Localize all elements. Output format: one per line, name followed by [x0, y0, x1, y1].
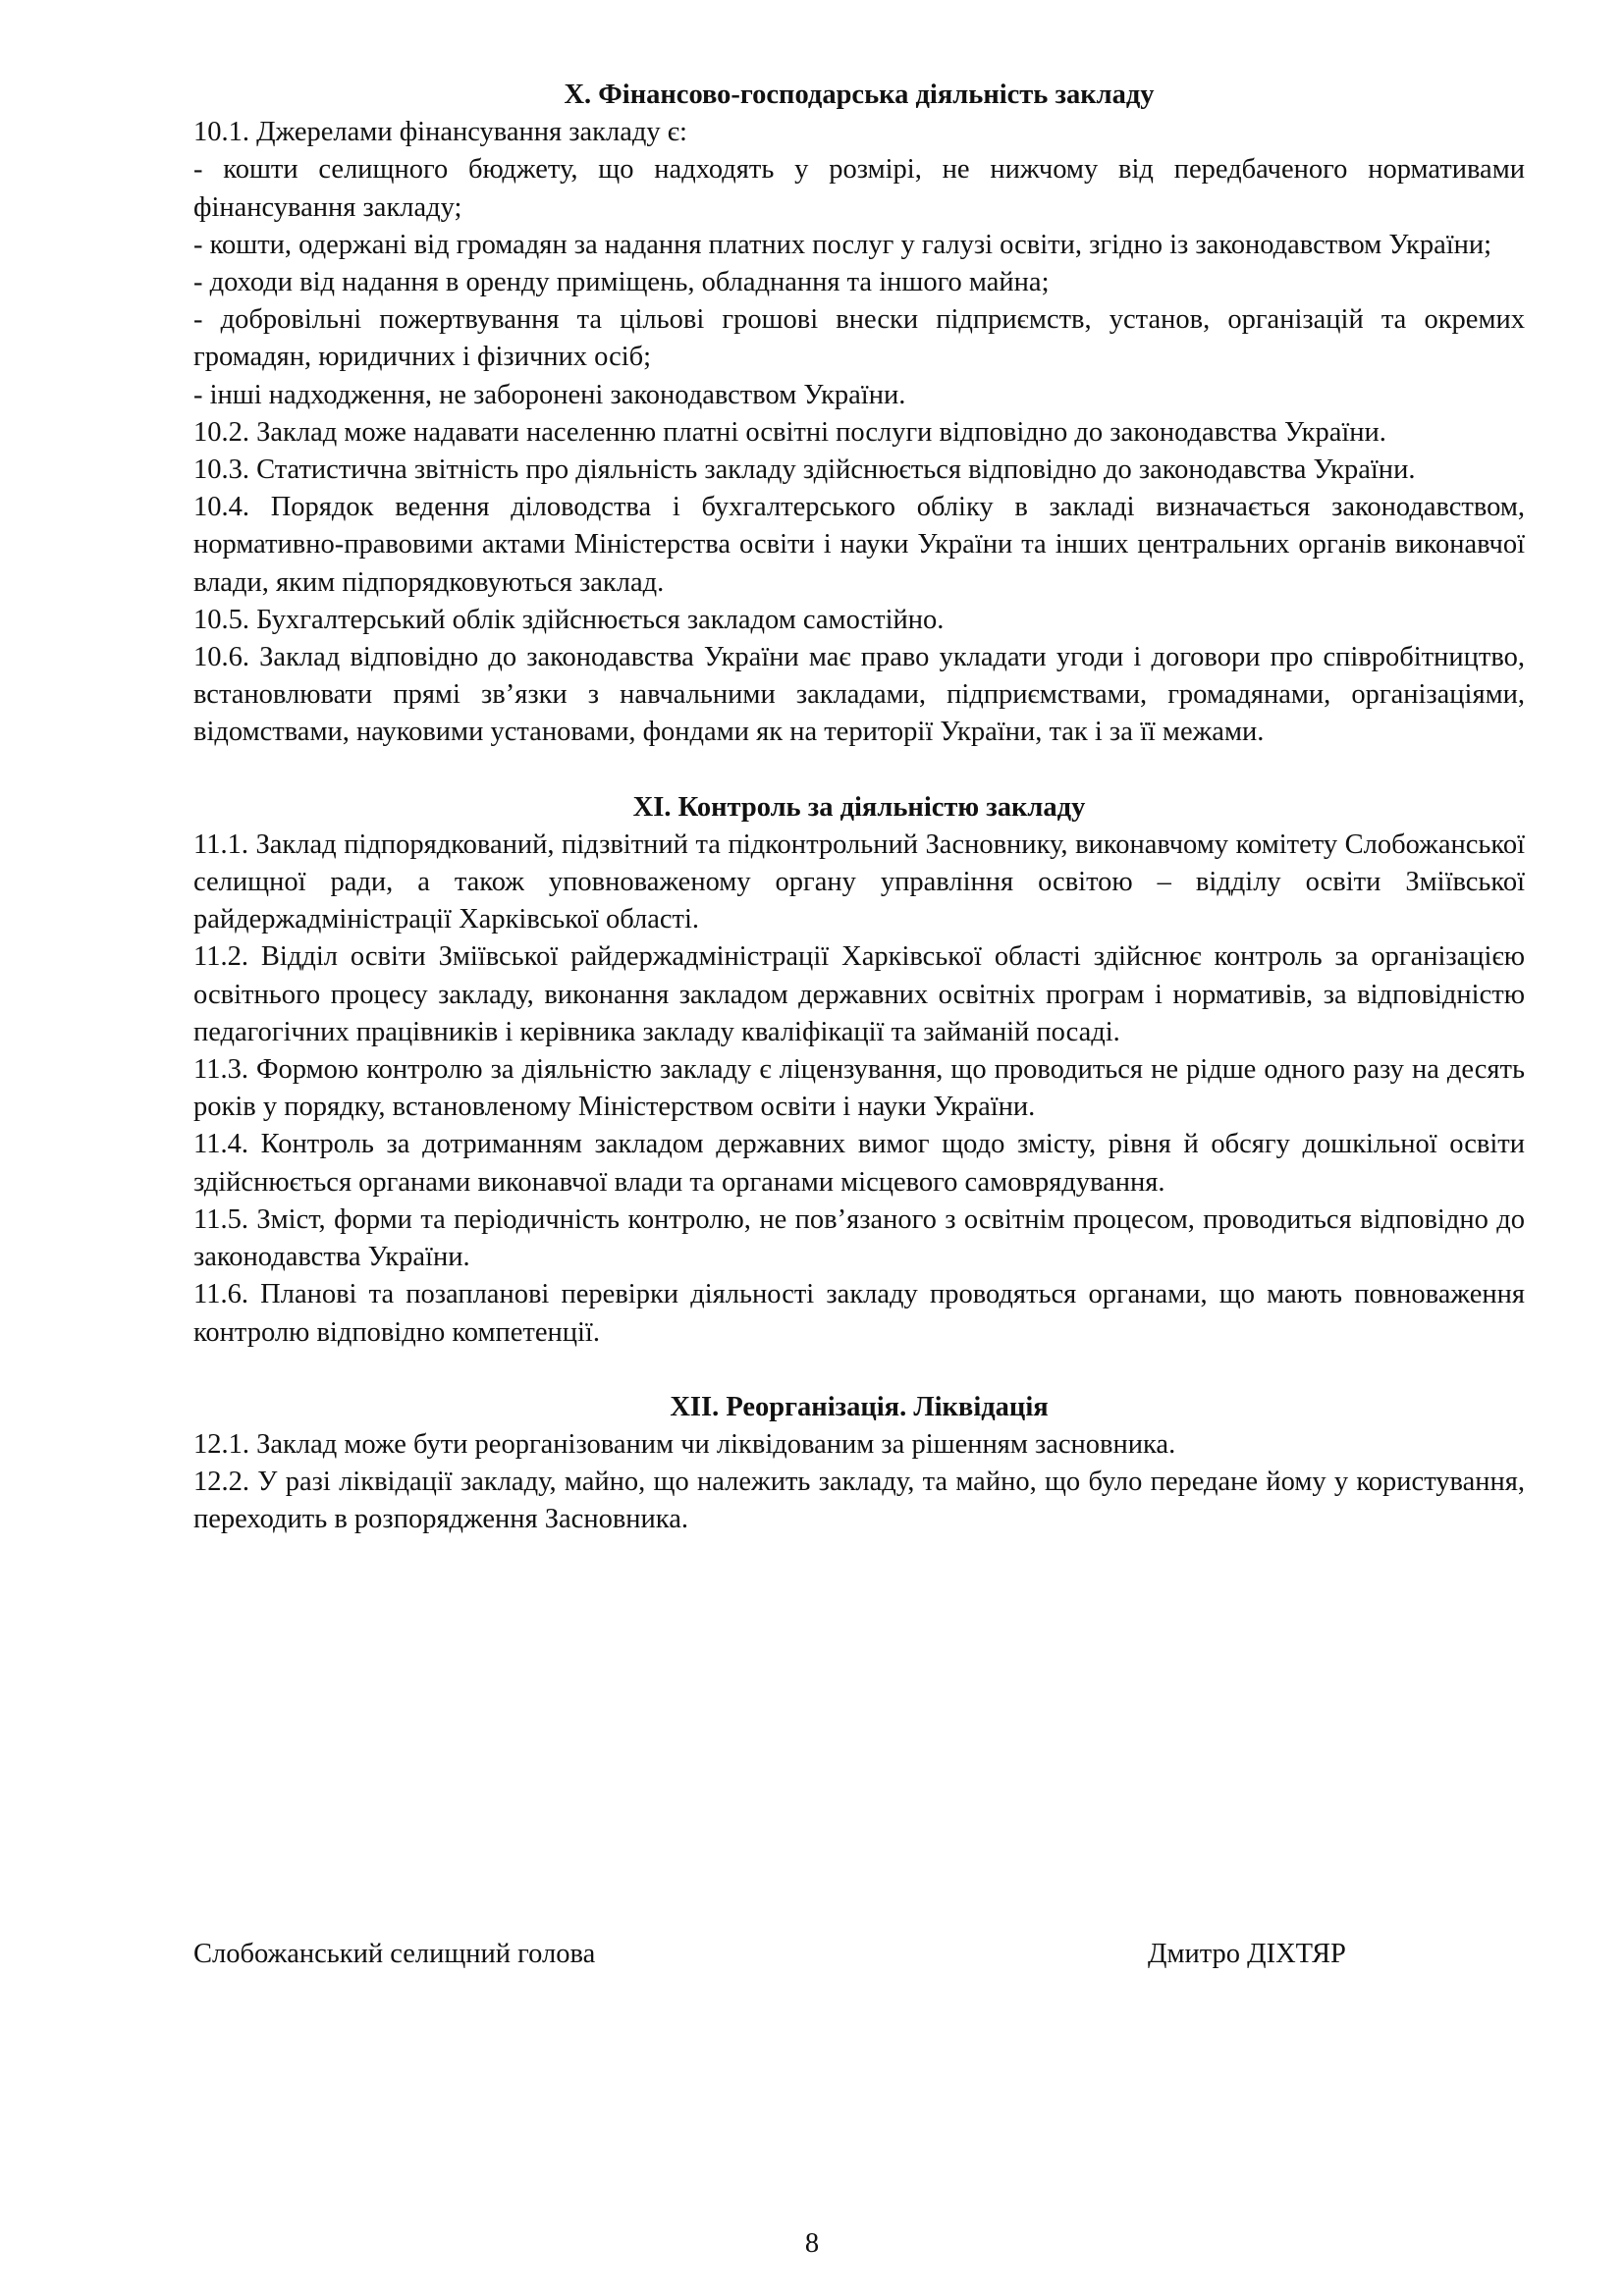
signatory-name: Дмитро ДІХТЯР — [1148, 1939, 1346, 1969]
section-spacer — [193, 752, 1525, 789]
signatory-position: Слобожанський селищний голова — [193, 1939, 596, 1969]
paragraph: 12.1. Заклад може бути реорганізованим чи ліквідованим за рішенням засновника. — [193, 1428, 1176, 1460]
paragraph: 11.6. Планові та позапланові перевірки діяльності закладу проводяться органами, що мають повноваження контролю відповідно компетенції. — [193, 1279, 1525, 1348]
paragraph: - доходи від надання в оренду приміщень, обладнання та іншого майна; — [193, 267, 1050, 298]
paragraph: 10.2. Заклад може надавати населенню платні освітні послуги відповідно до законодавства України. — [193, 416, 1386, 448]
section-12 — [193, 1389, 1525, 1539]
section-heading: XII. Реорганізація. Ліквідація — [670, 1391, 1049, 1422]
document-body — [193, 77, 1525, 1539]
paragraph: - кошти селищного бюджету, що надходять у розмірі, не нижчому від передбаченого нормативами фінансування закладу; — [193, 154, 1525, 223]
paragraph: 10.3. Статистична звітність про діяльність закладу здійснюється відповідно до законодавства України. — [193, 454, 1416, 486]
paragraph: 10.4. Порядок ведення діловодства і бухгалтерського обліку в закладі визначається законодавством, нормативно-правовими актами Міністерства освіти і науки України та інших центральних органів виконавчої влади, яким підпорядковуються заклад. — [193, 492, 1525, 598]
section-heading: X. Фінансово-господарська діяльність закладу — [564, 80, 1155, 110]
paragraph: 10.5. Бухгалтерський облік здійснюється закладом самостійно. — [193, 604, 945, 635]
paragraph: 11.4. Контроль за дотриманням закладом державних вимог щодо змісту, рівня й обсягу дошкільної освіти здійснюється органами виконавчої влади та органами місцевого самоврядування. — [193, 1129, 1525, 1198]
paragraph: - кошти, одержані від громадян за надання платних послуг у галузі освіти, згідно із законодавством України; — [193, 229, 1492, 260]
section-heading: XI. Контроль за діяльністю закладу — [632, 791, 1086, 823]
paragraph: 10.6. Заклад відповідно до законодавства України має право укладати угоди і договори про співробітництво, встановлювати прямі зв’язки з навчальними закладами, підприємствами, громадянами, організаціями, відомствами, науковими установами, фондами як на території України, так і за її межами. — [193, 642, 1525, 748]
paragraph: 12.2. У разі ліквідації закладу, майно, що належить закладу, та майно, що було передане йому у користування, переходить в розпорядження Засновника. — [193, 1467, 1525, 1535]
paragraph: 11.3. Формою контролю за діяльністю закладу є ліцензування, що проводиться не рідше одного разу на десять років у порядку, встановленому Міністерством освіти і науки України. — [193, 1054, 1525, 1123]
section-10 — [193, 77, 1525, 752]
signature-block — [193, 1936, 1525, 1973]
section-spacer — [193, 1352, 1525, 1389]
page-number: 8 — [804, 2228, 820, 2259]
paragraph: 11.2. Відділ освіти Зміївської райдержадміністрації Харківської області здійснює контроль за організацією освітнього процесу закладу, виконання закладом державних освітніх програм і нормативів, за відповідністю педагогічних працівників і керівника закладу кваліфікації та займаній посаді. — [193, 941, 1525, 1047]
paragraph: 10.1. Джерелами фінансування закладу є: — [193, 117, 687, 148]
section-11 — [193, 789, 1525, 1352]
paragraph: 11.1. Заклад підпорядкований, підзвітний та підконтрольний Засновнику, виконавчому комітету Слобожанської селищної ради, а також уповноваженому органу управління освітою – відділу освіти Зміївської райдержадміністрації Харківської області. — [193, 828, 1525, 935]
paragraph: 11.5. Зміст, форми та періодичність контролю, не пов’язаного з освітнім процесом, проводиться відповідно до законодавства України. — [193, 1203, 1525, 1273]
paragraph: - інші надходження, не заборонені законодавством України. — [193, 379, 906, 410]
paragraph: - добровільні пожертвування та цільові грошові внески підприємств, установ, організацій та окремих громадян, юридичних і фізичних осіб; — [193, 304, 1525, 373]
